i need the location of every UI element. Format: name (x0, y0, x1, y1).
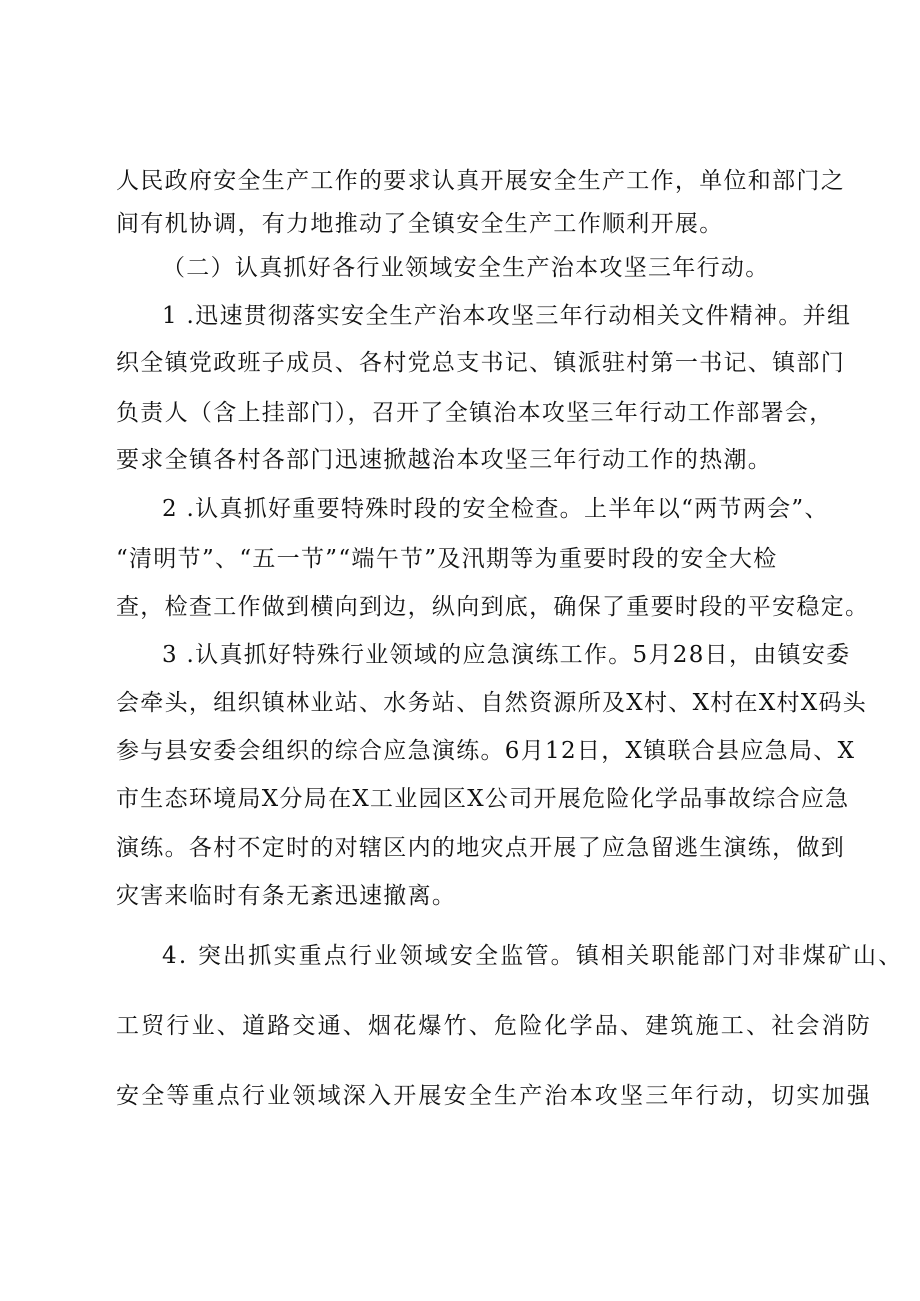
text-line: 1 .迅速贯彻落实安全生产治本攻坚三年行动相关文件精神。并组 (162, 303, 852, 329)
text-line: 安全等重点行业领域深入开展安全生产治本攻坚三年行动，切实加强 (116, 1083, 872, 1109)
text-line: 演练。各村不定时的对辖区内的地灾点开展了应急留逃生演练，做到 (116, 835, 845, 861)
text-line: 灾害来临时有条无紊迅速撤离。 (116, 883, 457, 909)
text-line: 参与县安委会组织的综合应急演练。6月12日，X镇联合县应急局、X (116, 738, 856, 764)
text-line: 负责人（含上挂部门），召开了全镇治本攻坚三年行动工作部署会， (116, 400, 834, 426)
section-heading: （二）认真抓好各行业领域安全生产治本攻坚三年行动。 (162, 255, 770, 281)
text-line: “清明节”、“五一节”“端午节”及汛期等为重要时段的安全大检 (116, 546, 778, 572)
text-line: 会牵头，组织镇林业站、水务站、自然资源所及X村、X村在X村X码头 (116, 690, 868, 716)
text-line: 人民政府安全生产工作的要求认真开展安全生产工作，单位和部门之 (116, 168, 845, 194)
text-line: 工贸行业、道路交通、烟花爆竹、危险化学品、建筑施工、社会消防 (116, 1013, 872, 1039)
text-line: 织全镇党政班子成员、各村党总支书记、镇派驻村第一书记、镇部门 (116, 350, 845, 376)
text-line: 要求全镇各村各部门迅速掀越治本攻坚三年行动工作的热潮。 (116, 447, 773, 473)
text-line: 间有机协调，有力地推动了全镇安全生产工作顺利开展。 (116, 211, 724, 237)
text-line: 市生态环境局X分局在X工业园区X公司开展危险化学品事故综合应急 (116, 786, 850, 812)
text-line: 4. 突出抓实重点行业领域安全监管。镇相关职能部门对非煤矿山、 (162, 943, 904, 969)
text-line: 查，检查工作做到横向到边，纵向到底，确保了重要时段的平安稳定。 (116, 594, 870, 620)
text-line: 3 .认真抓好特殊行业领域的应急演练工作。5月28日，由镇安委 (162, 642, 851, 668)
text-line: 2 .认真抓好重要特殊时段的安全检查。上半年以“两节两会”、 (162, 496, 829, 522)
